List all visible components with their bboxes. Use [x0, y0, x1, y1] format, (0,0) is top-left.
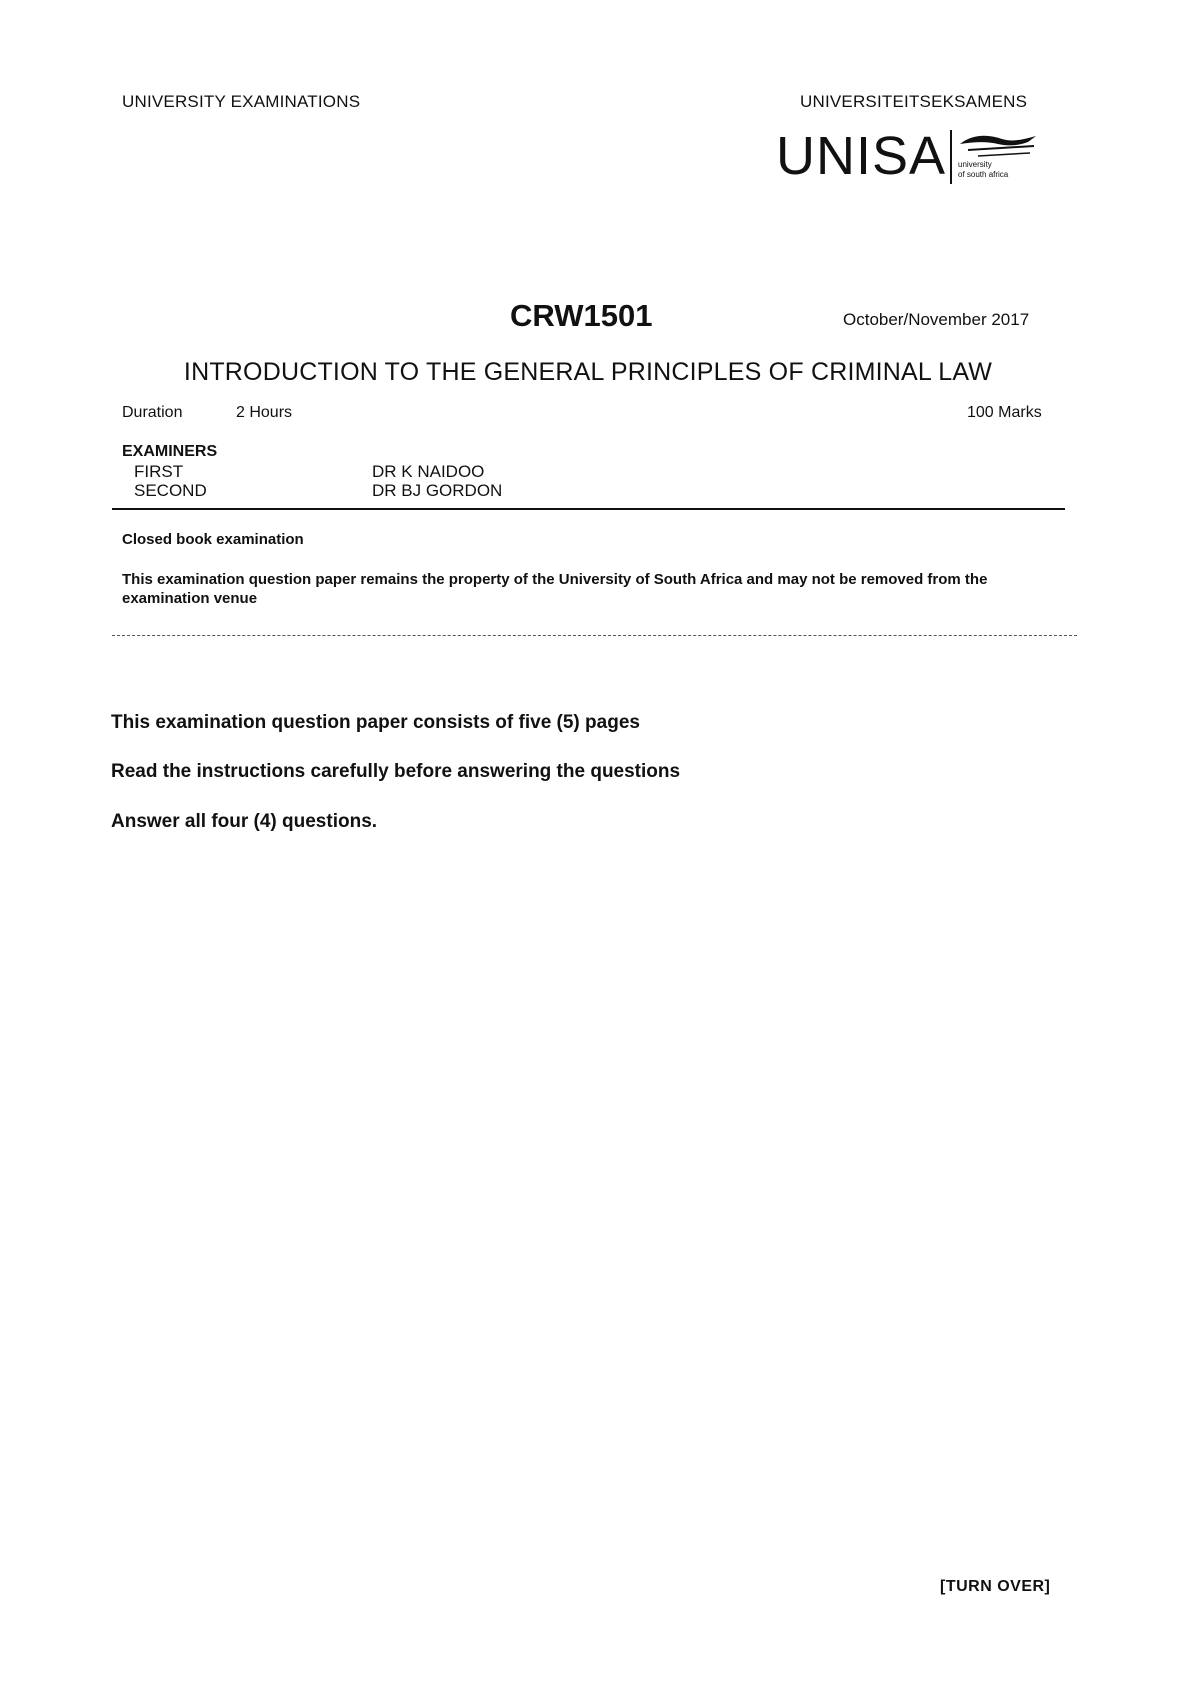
header-right: UNIVERSITEITSEKSAMENS — [800, 92, 1028, 111]
unisa-bird-icon — [958, 130, 1038, 160]
instruction-pages: This examination question paper consists of five (5) pages — [111, 712, 640, 733]
examiner-first-role: FIRST — [134, 462, 184, 481]
examiner-second-name: DR BJ GORDON — [372, 481, 503, 500]
instruction-read-carefully: Read the instructions carefully before answering the questions — [111, 761, 681, 782]
total-marks: 100 Marks — [967, 404, 1042, 421]
examiner-second-role: SECOND — [134, 481, 207, 500]
examiners-heading: EXAMINERS — [122, 443, 218, 460]
logo-subline-university: university — [958, 160, 992, 169]
examiner-first-name: DR K NAIDOO — [372, 462, 485, 481]
duration-value: 2 Hours — [236, 404, 293, 421]
course-code: CRW1501 — [510, 298, 653, 333]
divider-rule — [112, 508, 1065, 510]
logo-subline-south-africa: of south africa — [958, 170, 1009, 179]
exam-date: October/November 2017 — [843, 310, 1030, 329]
closed-book-notice: Closed book examination — [122, 531, 304, 548]
duration-label: Duration — [122, 404, 183, 421]
header-left: UNIVERSITY EXAMINATIONS — [122, 92, 361, 111]
course-title: INTRODUCTION TO THE GENERAL PRINCIPLES OF CRIMINAL LAW — [183, 358, 993, 386]
logo-separator — [950, 130, 952, 184]
instruction-answer-all: Answer all four (4) questions. — [111, 811, 378, 832]
logo-wordmark: UNISA — [776, 126, 947, 186]
divider-dashed — [112, 635, 1077, 636]
unisa-logo — [776, 126, 1041, 192]
turn-over-label: [TURN OVER] — [940, 1578, 1051, 1595]
property-notice: This examination question paper remains the property of the University of South Africa and may not be removed from the examination venue — [122, 571, 988, 607]
